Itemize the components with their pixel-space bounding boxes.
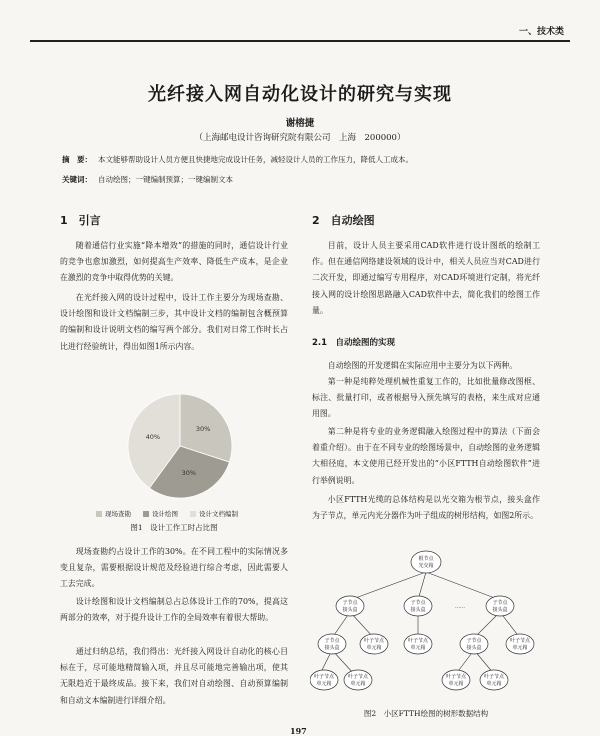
abstract (62, 154, 413, 165)
pie-label-2: 30% (181, 469, 197, 478)
l2-4-line-2: 接头盒 (466, 645, 482, 651)
section-2-paragraph-1: 目前，设计人员主要采用CAD软件进行设计图纸的绘制工作。但在通信网络建设领域的设计中，相关人员应当对CAD进行二次开发，即通过编写专用程序，对CAD环境进行定制，将光纤接入网的设计绘图思路融入CAD软件中去，简化我们的绘图工作量。 (312, 241, 540, 315)
tree-node-l2-5 (506, 634, 534, 654)
tree-diagram (310, 546, 542, 706)
tree-node-l1-3 (486, 596, 514, 616)
l2-4-line-1: 子节点 (466, 638, 482, 644)
tree-node-l1-2 (404, 596, 432, 616)
section-1-paragraph-1: 随着通信行业实施“降本增效”的措施的同时，通信设计行业的竞争也愈加激烈，如何提高生产效率、降低生产成本，是企业在激烈的竞争中取得优势的关键。 (60, 241, 288, 283)
root-line-2: 光交箱 (418, 563, 434, 569)
section-1-paragraph-2: 在光纤接入网的设计过程中，设计工作主要分为现场查勘、设计绘图和设计文档编制三步，其中设计文档的编制包含概预算的编制和设计说明文档的编写两个部分。我们对日常工作时长占比进行经验统计，得出如图1所示内容。 (60, 293, 288, 351)
l2-3-line-1: 叶子节点 (407, 638, 429, 644)
legend-label-2: 设计绘图 (152, 510, 178, 518)
section-2-title: 2 自动绘图 (312, 214, 375, 227)
legend-item-3 (190, 509, 238, 518)
chart-legend (96, 509, 238, 518)
l1-1-line-1: 子节点 (342, 600, 358, 606)
abstract-text: 本文能够帮助设计人员方便且快捷地完成设计任务，减轻设计人员的工作压力，降低人工成本。 (98, 155, 413, 164)
l3-2-line-1: 叶子节点 (347, 674, 369, 680)
l2-1-line-2: 接头盒 (324, 645, 340, 651)
l2-3-line-2: 单元箱 (410, 645, 426, 651)
keywords (62, 174, 233, 185)
figure-1-caption: 图1 设计工作工时占比图 (130, 523, 218, 532)
l1-1-line-2: 接头盒 (342, 607, 358, 613)
tree-node-l2-3 (404, 634, 432, 654)
l2-1-line-1: 子节点 (324, 638, 340, 644)
header-rule (30, 40, 570, 42)
tree-ellipsis: …… (455, 604, 465, 610)
l1-3-line-1: 子节点 (492, 600, 508, 606)
tree-node-l3-2 (344, 670, 372, 690)
l2-5-line-1: 叶子节点 (509, 638, 531, 644)
keywords-text: 自动绘图；一键编制预算；一键编制文本 (98, 175, 233, 184)
l3-4-line-1: 叶子节点 (483, 674, 505, 680)
section-2-1-paragraph-2: 第一种是纯粹处理机械性重复工作的，比如批量修改图框、标注、批量打印，或者根据导入预先填写的表格，来生成对应通用图。 (312, 377, 540, 419)
tree-edges (320, 572, 520, 674)
paper-title: 光纤接入网自动化设计的研究与实现 (148, 84, 452, 105)
pie-chart (110, 388, 250, 504)
l3-3-line-1: 叶子节点 (445, 674, 467, 680)
section-2-1-paragraph-4: 小区FTTH光缆的总体结构是以光交箱为根节点，接头盒作为子节点，单元内光分器作为叶子组成的树形结构，如图2所示。 (312, 495, 540, 521)
l3-1-line-1: 叶子节点 (313, 674, 335, 680)
tree-node-l2-1 (318, 634, 346, 654)
tree-node-root (411, 551, 441, 573)
tree-node-l3-1 (310, 670, 338, 690)
l2-2-line-1: 叶子节点 (363, 638, 385, 644)
legend-swatch-2 (143, 511, 149, 517)
l1-2-line-1: 子节点 (410, 600, 426, 606)
tree-node-l1-1 (336, 596, 364, 616)
section-1-paragraph-5: 通过归纳总结，我们得出：光纤接入网设计自动化的核心目标在于，尽可能地精简输入项，并且尽可能地完善输出项，使其无限趋近于最终成品。接下来，我们对自动绘图、自动预算编制和自动文本编制进行详细介绍。 (60, 647, 288, 705)
section-1-paragraph-4: 设计绘图和设计文档编制总占总体设计工作的70%，提高这两部分的效率，对于提升设计工作的全局效率有着很大帮助。 (60, 597, 288, 623)
l2-2-line-2: 单元箱 (366, 645, 382, 651)
section-1-title: 1 引言 (60, 214, 101, 227)
legend-swatch-1 (96, 511, 102, 517)
page-number: 197 (290, 726, 307, 736)
section-1-paragraph-3: 现场查勘约占设计工作的30%。在不同工程中的实际情况多变且复杂，需要根据设计规范及经验进行综合考虑，因此需要人工去完成。 (60, 547, 288, 589)
legend-swatch-3 (190, 511, 196, 517)
section-2-1-title: 2.1 自动绘图的实现 (312, 338, 396, 348)
section-2-1-paragraph-1: 自动绘图的开发逻辑在实际应用中主要分为以下两种。 (327, 361, 518, 370)
pie-label-3: 40% (145, 433, 161, 442)
tree-node-l3-3 (442, 670, 470, 690)
legend-item-1 (96, 509, 131, 518)
root-line-1: 根节点 (418, 556, 434, 562)
l1-2-line-2: 接头盒 (410, 607, 426, 613)
legend-label-3: 设计文档编制 (199, 510, 238, 518)
keywords-label: 关键词： (62, 175, 92, 184)
tree-node-l2-2 (360, 634, 388, 654)
l3-4-line-2: 单元箱 (486, 681, 502, 687)
figure-2-caption: 图2 小区FTTH绘图的树形数据结构 (363, 709, 489, 718)
l3-3-line-2: 单元箱 (448, 681, 464, 687)
paper-affiliation: （上海邮电设计咨询研究院有限公司 上海 200000） (194, 133, 406, 143)
section-2-1-paragraph-3: 第二种是将专业的业务逻辑融入绘图过程中的算法（下面会着重介绍）。由于在不同专业的绘图场景中，自动绘图的业务逻辑大相径庭，本文使用已经开发出的“小区FTTH自动绘图软件”进行举例说明。 (312, 427, 540, 485)
l1-3-line-2: 接头盒 (492, 607, 508, 613)
tree-node-l2-4 (460, 634, 488, 654)
legend-item-2 (143, 509, 178, 518)
l3-1-line-2: 单元箱 (316, 681, 332, 687)
tree-node-l3-4 (480, 670, 508, 690)
l3-2-line-2: 单元箱 (350, 681, 366, 687)
legend-label-1: 现场查勘 (105, 510, 131, 518)
pie-label-1: 30% (195, 425, 211, 434)
paper-author: 谢榕捷 (285, 118, 315, 129)
header-section: 一、技术类 (518, 27, 564, 37)
l2-5-line-2: 单元箱 (512, 645, 528, 651)
abstract-label: 摘 要： (62, 155, 92, 164)
